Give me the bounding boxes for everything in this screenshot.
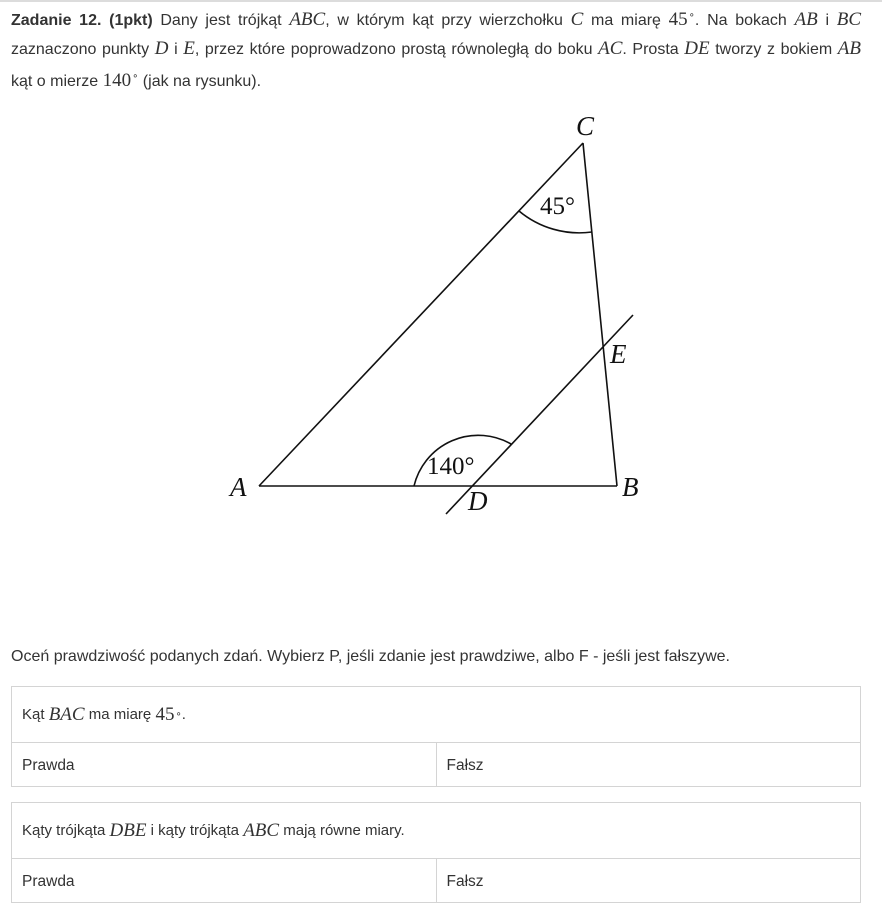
question-1-false-option[interactable]: Fałsz xyxy=(436,743,861,786)
question-2-false-option[interactable]: Fałsz xyxy=(436,859,861,902)
question-2-true-option[interactable]: Prawda xyxy=(22,873,75,890)
vertex-label-b: B xyxy=(622,472,639,502)
point-label-e: E xyxy=(610,339,627,369)
question-1-answers xyxy=(12,742,860,786)
question-2-answers xyxy=(12,858,860,902)
question-1-true-option[interactable]: Prawda xyxy=(22,757,75,774)
problem-title: Zadanie 12. (1pkt) xyxy=(11,12,153,29)
angle-label-d: 140° xyxy=(427,453,475,480)
angle-label-c: 45° xyxy=(540,193,575,220)
question-2 xyxy=(11,802,861,903)
side-bc xyxy=(583,143,617,486)
instruction-text: Oceń prawdziwość podanych zdań. Wybierz P, jeśli zdanie jest prawdziwe, albo F - jeśli jest fałszywe. xyxy=(11,648,730,665)
problem-statement: Zadanie 12. (1pkt) Dany jest trójkąt ABC, w którym kąt przy wierzchołku C ma miarę 45∘. Na bokach AB i BC zaznaczono punkty D i E, przez które poprowadzono prostą równoległą do boku AC. Prosta DE tworzy z bokiem AB kąt o mierze 140∘ (jak na rysunku). xyxy=(11,9,862,91)
question-1 xyxy=(11,686,861,787)
question-2-text: Kąty trójkąta DBE i kąty trójkąta ABC mają równe miary. xyxy=(22,819,405,841)
point-label-d: D xyxy=(468,486,488,516)
triangle-diagram xyxy=(0,100,882,540)
triangle-figure xyxy=(0,100,882,540)
vertex-label-a: A xyxy=(230,472,247,502)
question-1-text: Kąt BAC ma miarę 45 ∘ . xyxy=(22,703,186,725)
vertex-label-c: C xyxy=(576,111,595,141)
line-de xyxy=(446,315,633,514)
side-ac xyxy=(259,143,583,486)
